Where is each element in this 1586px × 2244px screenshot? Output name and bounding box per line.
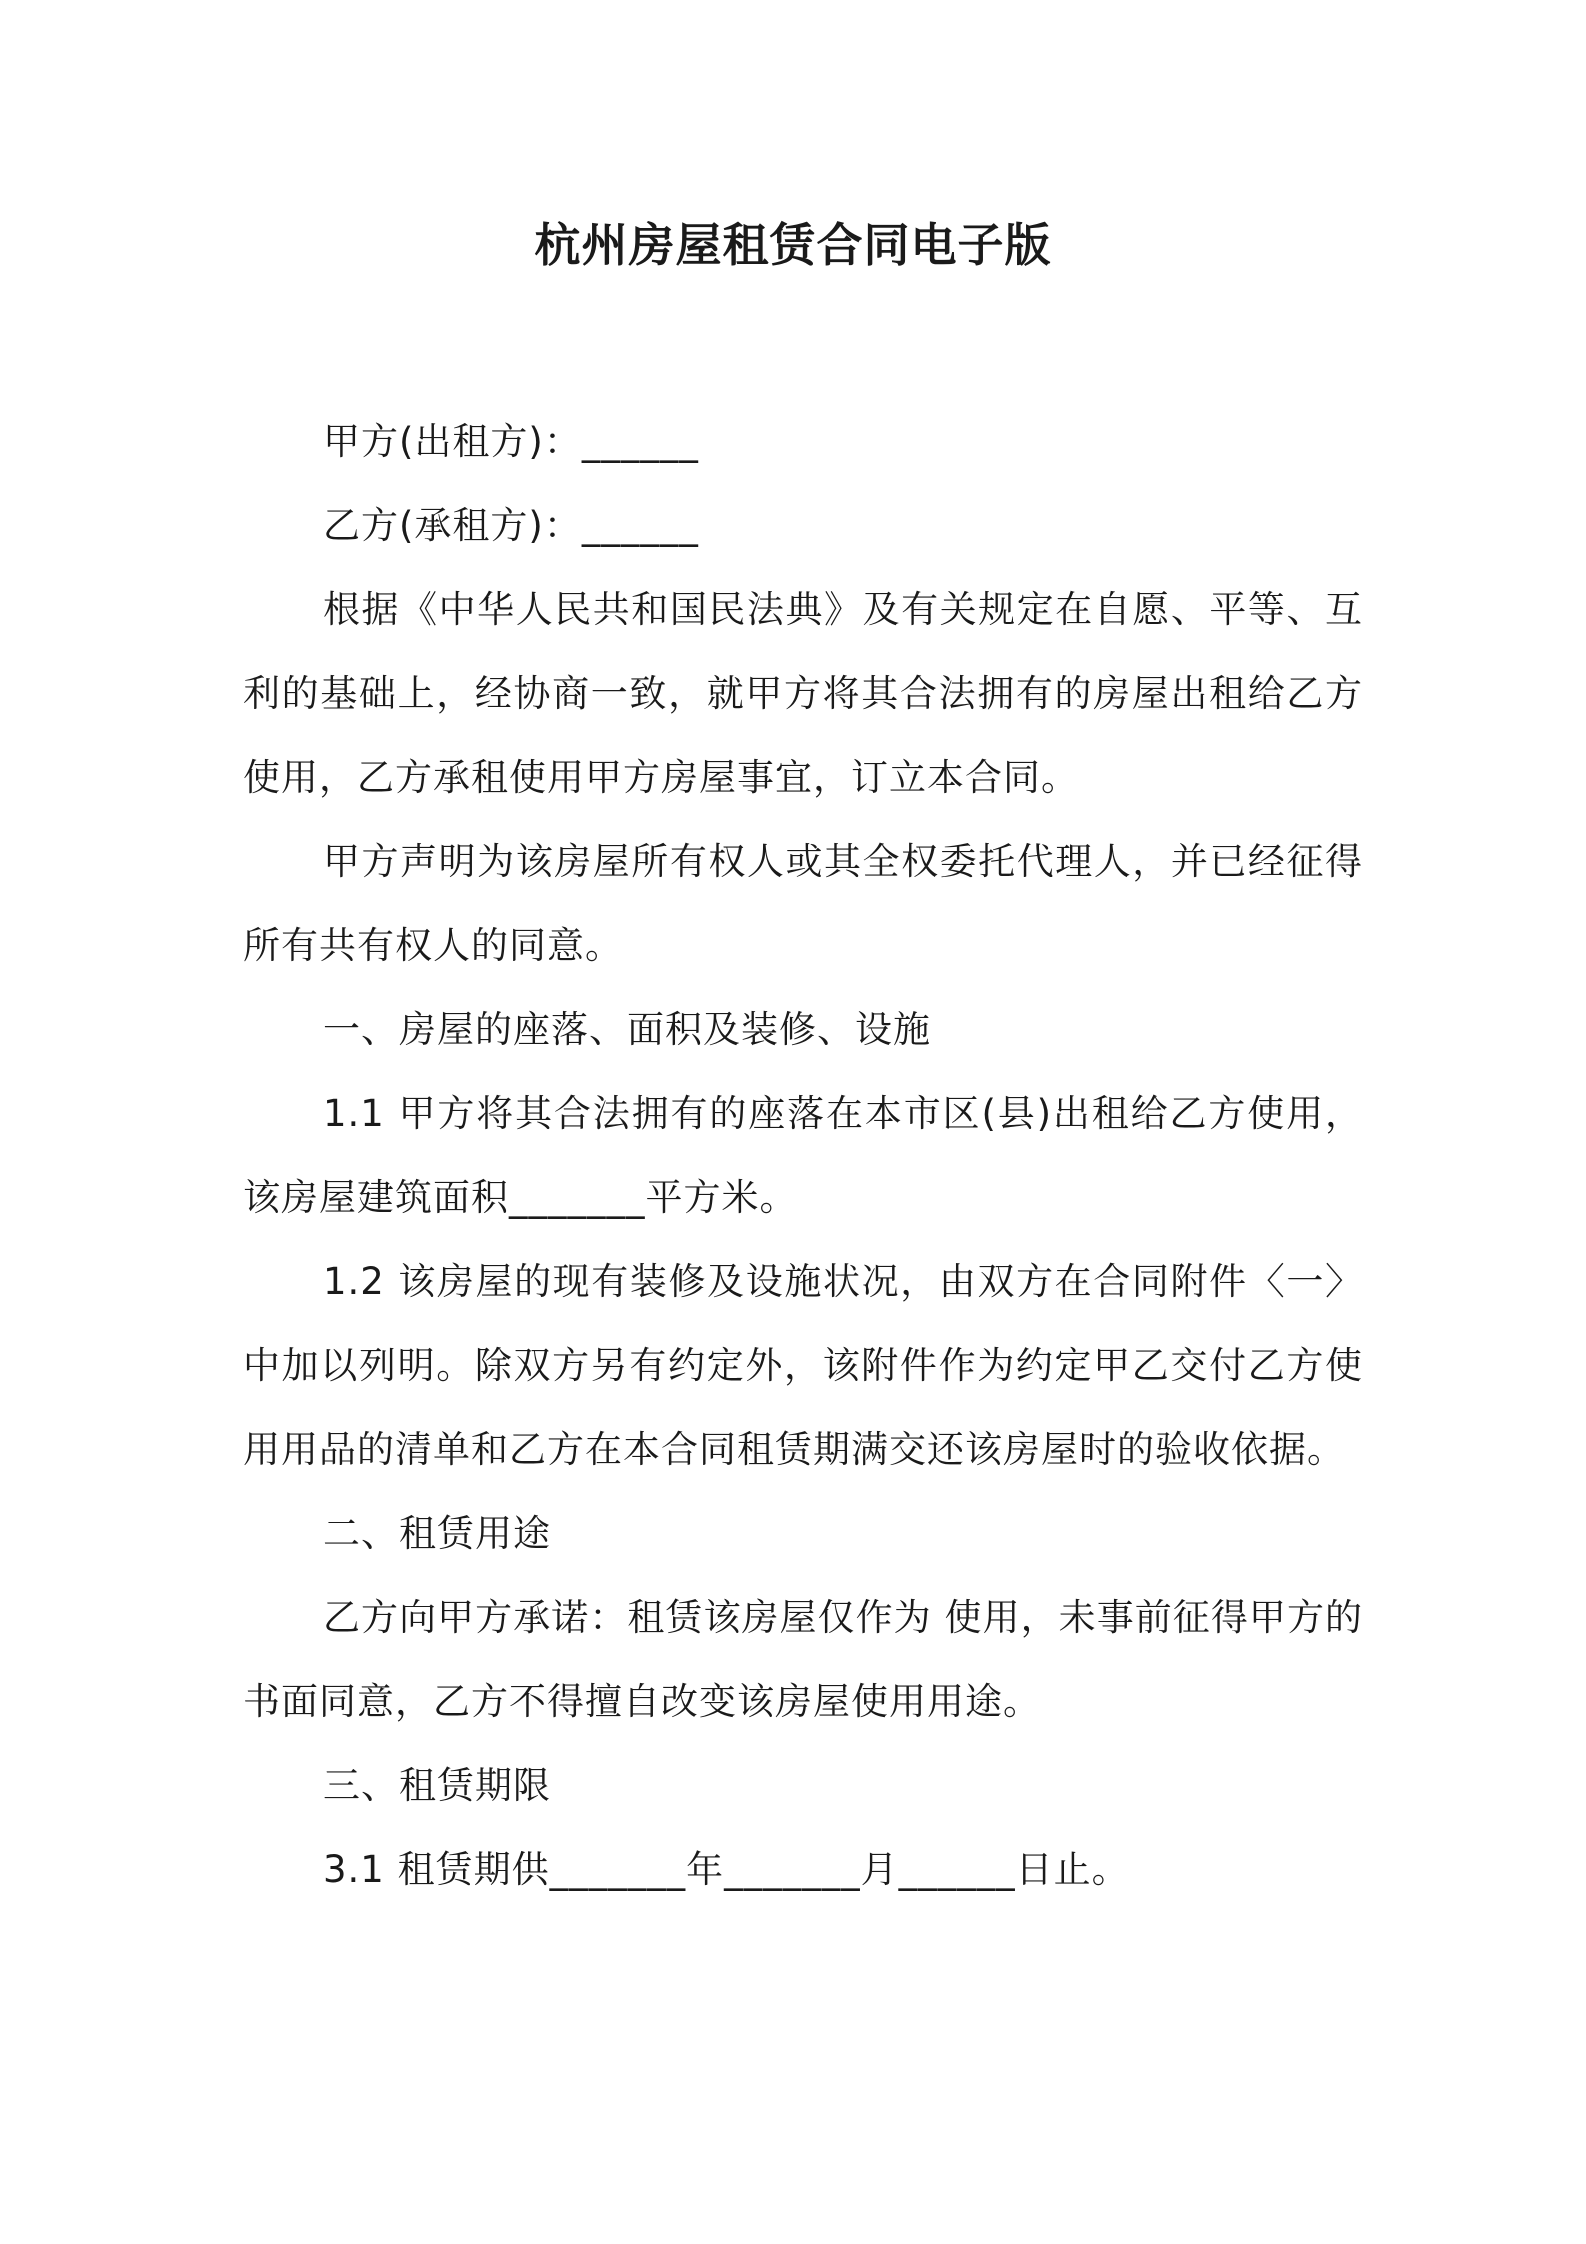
clause-1-2: 1.2 该房屋的现有装修及设施状况，由双方在合同附件〈一〉中加以列明。除双方另有约定外，该附件作为约定甲乙交付乙方使用用品的清单和乙方在本合同租赁期满交还该房屋时的验收依据。 xyxy=(243,1260,1363,1471)
clause-2: 乙方向甲方承诺：租赁该房屋仅作为 使用，未事前征得甲方的书面同意，乙方不得擅自改变该房屋使用用途。 xyxy=(243,1596,1363,1723)
clause-1-1: 1.1 甲方将其合法拥有的座落在本市区(县)出租给乙方使用，该房屋建筑面积_______平方米。 xyxy=(243,1092,1363,1219)
declaration-paragraph: 甲方声明为该房屋所有权人或其全权委托代理人，并已经征得所有共有权人的同意。 xyxy=(243,840,1363,967)
party-a-line: 甲方(出租方)：______ xyxy=(323,420,699,463)
party-b-line: 乙方(承租方)：______ xyxy=(323,504,699,547)
document-body xyxy=(243,400,1363,1912)
document-title: 杭州房屋租赁合同电子版 xyxy=(534,218,1052,272)
preamble-paragraph: 根据《中华人民共和国民法典》及有关规定在自愿、平等、互利的基础上，经协商一致，就甲方将其合法拥有的房屋出租给乙方使用，乙方承租使用甲方房屋事宜，订立本合同。 xyxy=(243,588,1363,799)
section-heading-2: 二、租赁用途 xyxy=(323,1512,551,1555)
clause-3-1: 3.1 租赁期供_______年_______月______日止。 xyxy=(323,1848,1130,1891)
section-heading-1: 一、房屋的座落、面积及装修、设施 xyxy=(323,1008,931,1051)
section-heading-3: 三、租赁期限 xyxy=(323,1764,551,1807)
